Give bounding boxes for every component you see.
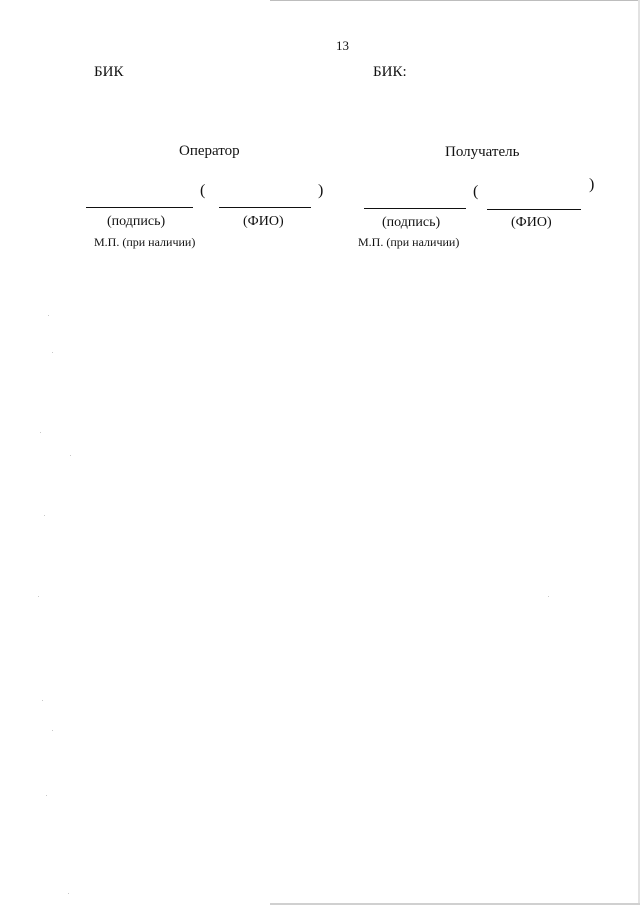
page-number: 13 — [336, 38, 349, 53]
right-bik-label: БИК: — [373, 64, 407, 80]
scan-speck — [42, 700, 43, 701]
scan-speck — [52, 352, 53, 353]
left-close-paren: ) — [318, 182, 324, 199]
left-stamp-note: М.П. (при наличии) — [94, 235, 196, 249]
left-signature-caption: (подпись) — [107, 214, 166, 229]
right-signature-line — [364, 208, 466, 209]
scan-speck — [38, 596, 39, 597]
scan-speck — [68, 893, 69, 894]
right-signature-caption: (подпись) — [382, 215, 441, 230]
right-name-caption: (ФИО) — [511, 215, 552, 230]
scan-speck — [46, 795, 47, 796]
page-edge-top — [270, 0, 640, 1]
right-open-paren: ( — [473, 183, 479, 200]
scan-speck — [48, 315, 49, 316]
left-name-caption: (ФИО) — [243, 214, 284, 229]
scan-speck — [70, 455, 71, 456]
left-bik-label: БИК — [94, 64, 124, 80]
left-signature-line — [86, 207, 193, 208]
left-role-title: Оператор — [179, 143, 240, 159]
right-name-line — [487, 209, 581, 210]
right-stamp-note: М.П. (при наличии) — [358, 235, 460, 249]
right-role-title: Получатель — [445, 144, 520, 160]
scan-speck — [40, 432, 41, 433]
scan-speck — [44, 515, 45, 516]
left-open-paren: ( — [200, 182, 206, 199]
scan-speck — [548, 596, 549, 597]
left-name-line — [219, 207, 311, 208]
scan-speck — [52, 730, 53, 731]
right-close-paren: ) — [589, 176, 595, 193]
